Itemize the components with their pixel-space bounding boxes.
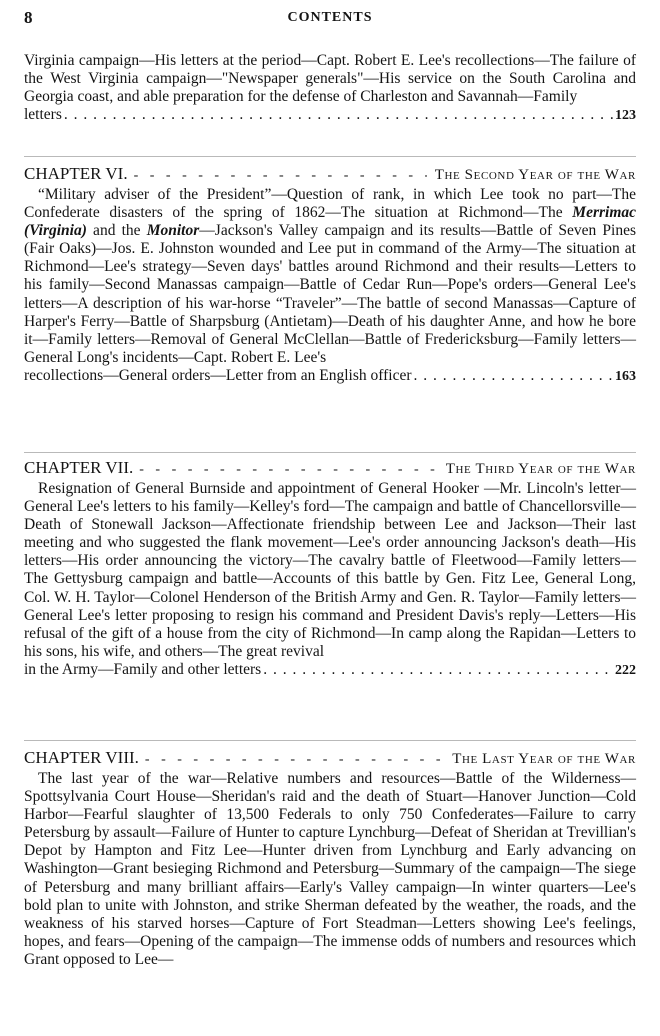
chapter-label: CHAPTER VIII. (24, 748, 139, 767)
summary-text: “Military adviser of the President”—Question of rank, in which Lee took no part—The Confederate disasters of the spring of 1862—The situation at Richmond—The (24, 186, 636, 222)
dash-leader (139, 462, 438, 478)
dash-leader (145, 752, 444, 768)
chapter-7-leader-line (24, 661, 636, 680)
continuation-page-ref: 123 (615, 108, 636, 124)
chapter-summary: Resignation of General Burnside and appointment of General Hooker —Mr. Lincoln's letter—General Lee's letters to his family—Kelley's ford—The campaign and battle of Chancellorsville—Death of Stonewall Jackson—Affectionate friendship between Lee and Jackson—Their last meeting and who suggested the flank movement—Lee's order announcing Jackson's death—His letters—His order announcing the victory—The cavalry battle of Fleetwood—Family letters—The Gettysburg campaign and battle—Accounts of this battle by Gen. Fitz Lee, General Long, Col. W. H. Taylor—Colonel Henderson of the British Army and Gen. R. Taylor—Family letters—General Lee's letter proposing to resign his command and President Davis's reply—Letters—His refusal of the gift of a house from the city of Richmond—In camp along the Rapidan—Letters to his sons, his wife, and others—The great revival (24, 480, 636, 660)
chapter-page-ref: 163 (615, 368, 636, 384)
chapter-6-leader-line (24, 367, 636, 386)
chapter-7-entry (24, 458, 636, 680)
chapter-label: CHAPTER VI. (24, 164, 128, 183)
continuation-summary: Virginia campaign—His letters at the period—Capt. Robert E. Lee's recollections—The failure of the West Virginia campaign—"Newspaper generals"—His service on the South Carolina and Georgia coast, and able preparation for the defense of Charleston and Savannah—Family (24, 52, 636, 106)
continuation-last-line: letters (24, 106, 62, 124)
chapter-title: The Third Year of the War (445, 461, 636, 477)
summary-text: —Jackson's Valley campaign and its results—Battle of Seven Pines (Fair Oaks)—Jos. E. Johnston wounded and Lee put in command of the Army—The situation at Richmond—Lee's strategy—Seven days' battles around Richmond and their results—Letters to his family—Second Manassas campaign—Battle of Cedar Run—Pope's orders—General Lee's letters—A description of his war-horse “Traveler”—The battle of second Manassas—Capture of Harper's Ferry—Battle of Sharpsburg (Antietam)—Death of his daughter Anne, and how he bore it—Family letters—Removal of General McClellan—Battle of Fredericksburg—Family letters—General Long's incidents—Capt. Robert E. Lee's (24, 222, 636, 366)
chapter-label: CHAPTER VII. (24, 458, 134, 477)
continuation-entry (24, 52, 636, 125)
section-divider (24, 452, 636, 453)
chapter-summary (24, 186, 636, 367)
chapter-summary: The last year of the war—Relative numbers and resources—Battle of the Wilderness—Spottsylvania Court House—Sheridan's raid and the death of Stuart—Hanover Junction—Cold Harbor—Fearful slaughter of 13,500 Federals to only 750 Confederates—Failure to carry Petersburg by assault—Failure of Hunter to capture Lynchburg—Defeat of Sheridan at Trevillian's Depot by Hampton and Fitz Lee—Hunter driven from Lynchburg and Early advancing on Washington—Grant besieging Richmond and Petersburg—Summary of the campaign—The siege of Petersburg and many brilliant affairs—Early's Valley campaign—In winter quarters—Lee's bold plan to unite with Johnston, and strike Sherman defeated by the weather, the roads, and the weakness of his starved horses—Capture of Fort Steadman—Letters showing Lee's feelings, hopes, and fears—Opening of the campaign—The immense odds of numbers and resources which Grant opposed to Lee— (24, 770, 636, 968)
chapter-6-entry (24, 164, 636, 386)
page-number: 8 (24, 8, 33, 27)
running-head (24, 8, 636, 30)
chapter-title: The Last Year of the War (452, 751, 636, 767)
summary-last-line: recollections—General orders—Letter from an English officer (24, 366, 412, 384)
ship-name: Merrimac (Virginia) (24, 204, 636, 240)
continuation-leader-line (24, 106, 636, 125)
chapter-7-heading (24, 458, 636, 480)
dot-leader (263, 661, 613, 679)
chapter-8-heading (24, 748, 636, 770)
section-divider (24, 740, 636, 741)
summary-text: and the (86, 222, 147, 240)
dash-leader (134, 168, 427, 184)
chapter-page-ref: 222 (615, 662, 636, 678)
ship-name: Monitor (146, 222, 200, 240)
running-title: CONTENTS (287, 10, 373, 25)
dot-leader (64, 106, 613, 124)
dot-leader (414, 367, 614, 385)
chapter-title: The Second Year of the War (434, 167, 636, 183)
chapter-6-heading (24, 164, 636, 186)
chapter-8-entry (24, 748, 636, 969)
summary-last-line: in the Army—Family and other letters (24, 660, 262, 678)
section-divider (24, 156, 636, 157)
